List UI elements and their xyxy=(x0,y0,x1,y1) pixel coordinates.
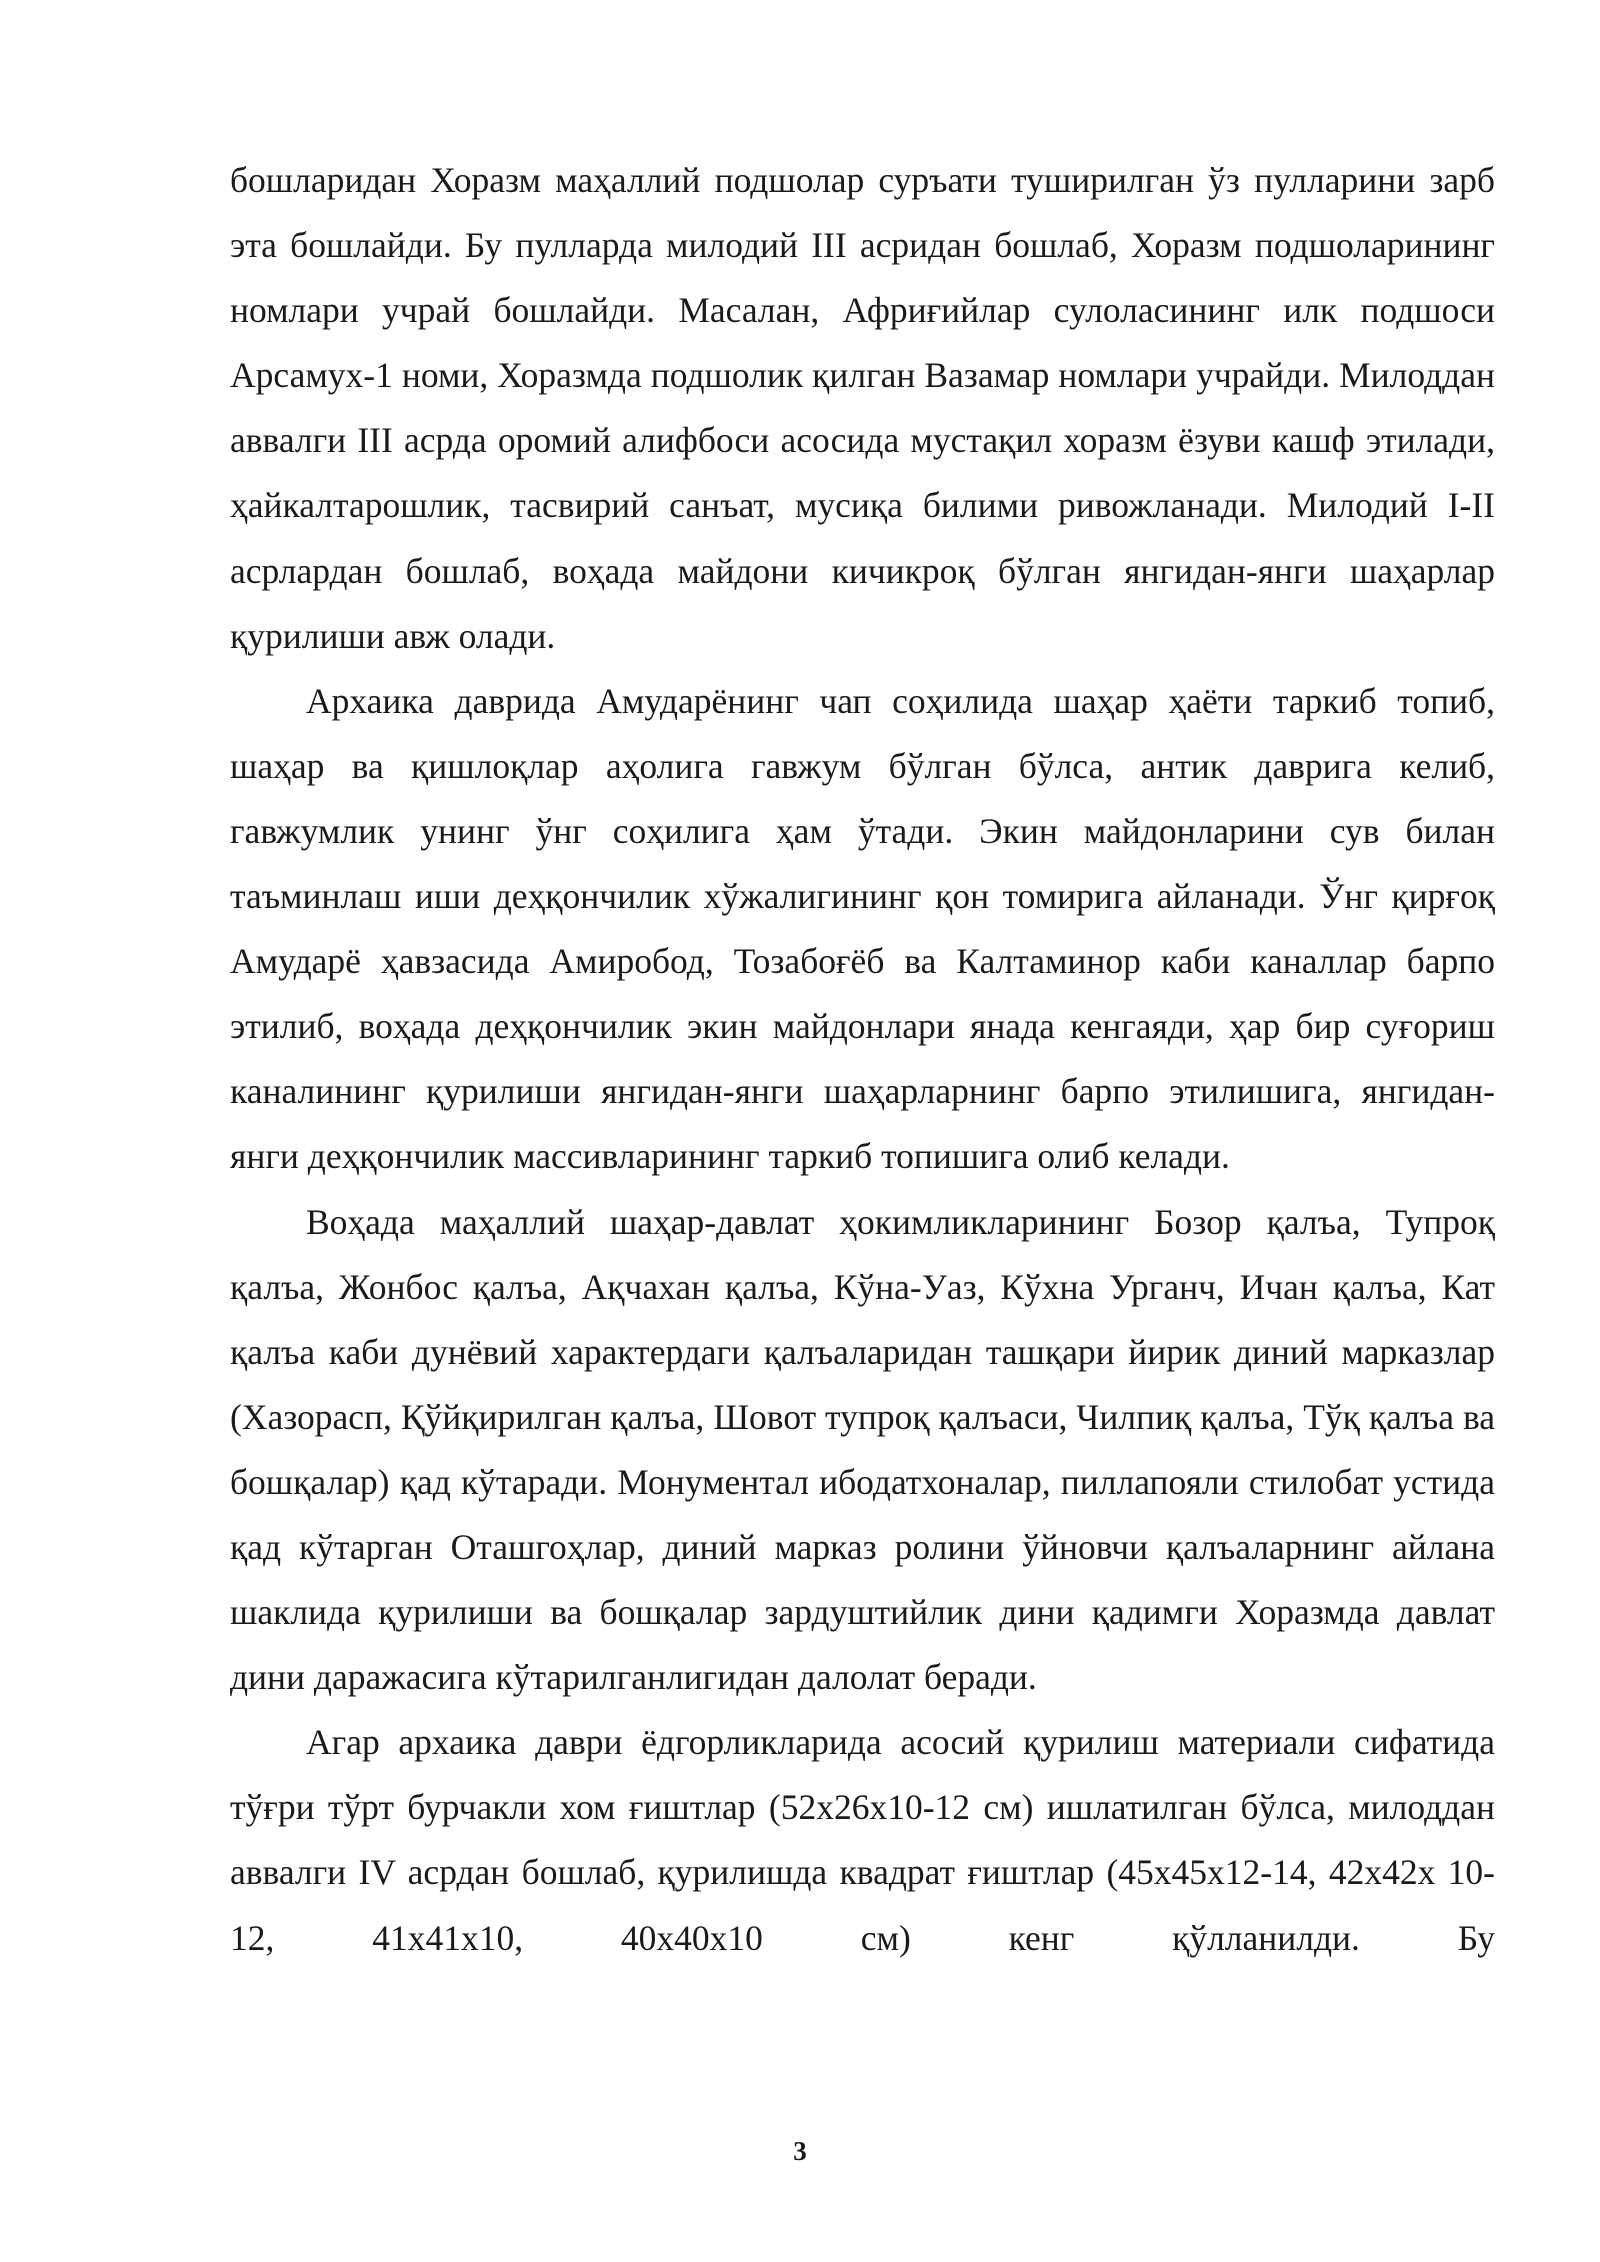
paragraph-4: Агар архаика даври ёдгорликларида асосий қурилиш материали сифатида тўғри тўрт бурчакли хом ғиштлар (52х26х10-12 см) ишлатилган бўлса, милоддан аввалги IV асрдан бошлаб, қурилишда квадрат ғиштлар (45х45х12-14, 42х42х 10-12, 41х41х10, 40х40х10 см) кенг қўлланилди. Бу xyxy=(230,1722,1495,1958)
paragraph-1: бошларидан Хоразм маҳаллий подшолар суръати туширилган ўз пулларини зарб эта бошлайди. Бу пулларда милодий III асридан бошлаб, Хоразм подшоларининг номлари учрай бошлайди. Масалан, Африғийлар сулоласининг илк подшоси Арсамух-1 номи, Хоразмда подшолик қилган Вазамар номлари учрайди. Милоддан аввалги III асрда оромий алифбоси асосида мустақил хоразм ёзуви кашф этилади, ҳайкалтарошлик, тасвирий санъат, мусиқа билими ривожланади. Милодий I-II асрлардан бошлаб, воҳада майдони кичикроқ бўлган янгидан-янги шаҳарлар қурилиши авж олади. xyxy=(230,160,1495,656)
paragraph-2: Архаика даврида Амударёнинг чап соҳилида шаҳар ҳаёти таркиб топиб, шаҳар ва қишлоқлар аҳолига гавжум бўлган бўлса, антик даврига келиб, гавжумлик унинг ўнг соҳилига ҳам ўтади. Экин майдонларини сув билан таъминлаш иши деҳқончилик хўжалигининг қон томирига айланади. Ўнг қирғоқ Амударё ҳавзасида Амиробод, Тозабоғёб ва Калтаминор каби каналлар барпо этилиб, воҳада деҳқончилик экин майдонлари янада кенгаяди, ҳар бир суғориш каналининг қурилиши янгидан-янги шаҳарларнинг барпо этилишига, янгидан-янги деҳқончилик массивларининг таркиб топишига олиб келади. xyxy=(230,680,1495,1177)
paragraph-3: Воҳада маҳаллий шаҳар-давлат ҳокимликларининг Бозор қалъа, Тупроқ қалъа, Жонбос қалъа, Ақчахан қалъа, Кўна-Уаз, Кўхна Урганч, Ичан қалъа, Кат қалъа каби дунёвий характердаги қалъаларидан ташқари йирик диний марказлар (Хазорасп, Қўйқирилган қалъа, Шовот тупроқ қалъаси, Чилпиқ қалъа, Тўқ қалъа ва бошқалар) қад кўтаради. Монументал ибодатхоналар, пиллапояли стилобат устида қад кўтарган Оташгоҳлар, диний марказ ролини ўйновчи қалъаларнинг айлана шаклида қурилиши ва бошқалар зардуштийлик дини қадимги Хоразмда давлат дини даражасига кўтарилганлигидан далолат беради. xyxy=(230,1201,1495,1698)
page-number: 3 xyxy=(793,2136,807,2166)
body-text xyxy=(230,148,1495,1971)
